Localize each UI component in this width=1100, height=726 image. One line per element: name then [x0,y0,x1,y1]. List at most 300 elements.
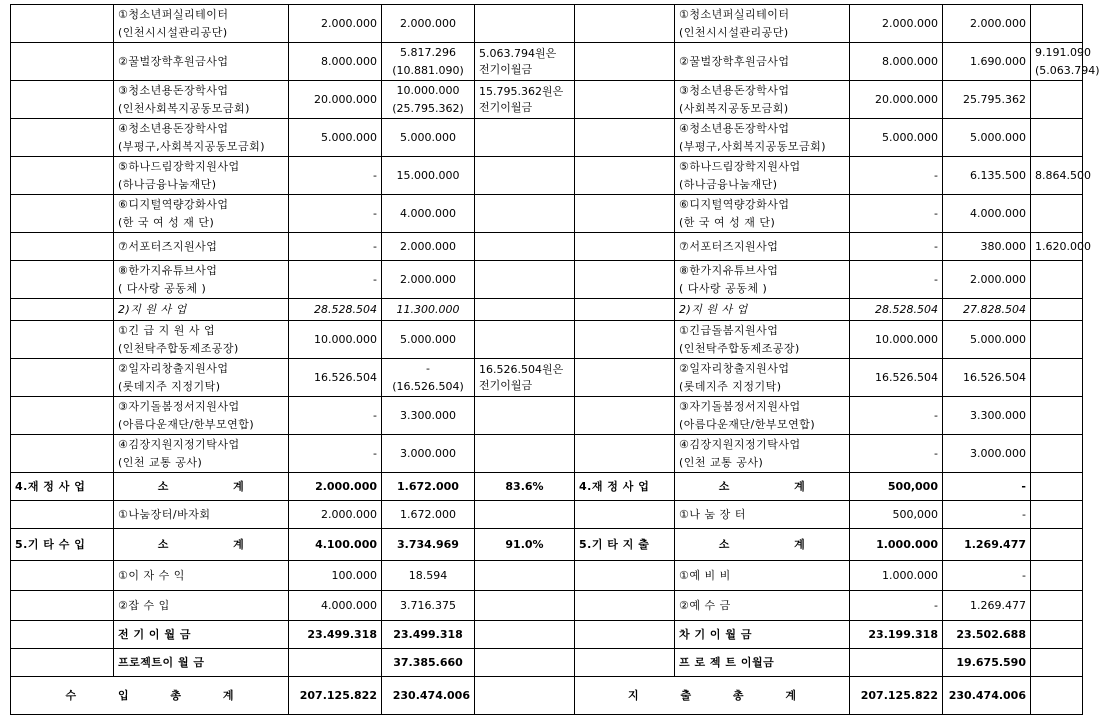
income-item-line: ⑥디지털역량강화사업 [118,197,229,211]
income-item [114,5,289,43]
expense-budget [850,649,943,677]
income-actual-line: 2.000.000 [400,16,456,30]
expense-item-line: (인천 교통 공사) [679,455,764,469]
expense-balance [1031,233,1091,261]
expense-category [575,561,675,591]
expense-item-line: ①나 눔 장 터 [679,507,746,521]
income-actual [382,5,475,43]
expense-budget: 500,000 [850,473,943,501]
income-item-line: (롯데지주 지정기탁) [118,379,221,393]
expense-budget: - [850,591,943,621]
expense-item-line: (사회복지공동모금회) [679,101,789,115]
income-category [11,43,114,81]
table-row [11,649,1083,677]
income-category [11,321,114,359]
income-category: 5.기 타 수 입 [11,529,114,561]
expense-actual: 3.300.000 [943,397,1031,435]
expense-balance [1031,43,1100,81]
expense-category: 5.기 타 지 출 [575,529,675,561]
expense-item-line: 차 기 이 월 금 [679,627,752,641]
expense-item-line: 소 계 [718,537,806,551]
income-actual [382,81,475,119]
income-item-line: 2)지 원 사 업 [118,302,187,316]
expense-actual: 5.000.000 [943,119,1031,157]
expense-budget: 10.000.000 [850,321,943,359]
expense-balance [1031,157,1091,195]
expense-item [675,501,850,529]
income-item-line: 소 계 [157,479,245,493]
table-row [11,119,1083,157]
expense-balance [1031,261,1083,299]
income-item-line: ⑧한가지유튜브사업 [118,263,218,277]
expense-actual: 3.000.000 [943,435,1031,473]
income-actual [382,261,475,299]
income-note [475,435,575,473]
table-row [11,529,1083,561]
income-item [114,261,289,299]
income-budget: 100.000 [289,561,382,591]
expense-actual: 6.135.500 [943,157,1031,195]
income-item [114,397,289,435]
income-actual-line: 37.385.660 [393,655,463,669]
expense-balance [1031,435,1083,473]
expense-total-label: 지 출 총 계 [575,677,850,715]
income-category [11,501,114,529]
income-budget: 2.000.000 [289,501,382,529]
income-item-line: 소 계 [157,537,245,551]
income-budget: 4.100.000 [289,529,382,561]
income-item [114,591,289,621]
income-budget: - [289,397,382,435]
income-category: 4.재 정 사 업 [11,473,114,501]
expense-actual: 25.795.362 [943,81,1031,119]
income-actual-line: 4.000.000 [400,206,456,220]
income-actual [382,157,475,195]
expense-item [675,233,850,261]
income-actual [382,435,475,473]
income-category [11,195,114,233]
income-category [11,157,114,195]
income-item-line: ①긴 급 지 원 사 업 [118,323,216,337]
income-actual-line: 3.000.000 [400,446,456,460]
income-budget: - [289,233,382,261]
expense-item [675,649,850,677]
income-actual-line: 2.000.000 [400,272,456,286]
expense-category [575,233,675,261]
expense-balance [1031,501,1083,529]
income-note-line: 91.0% [505,537,544,551]
expense-item-line: (아름다운재단/한부모연합) [679,417,816,431]
income-note [475,397,575,435]
income-category [11,5,114,43]
income-budget: - [289,195,382,233]
income-actual [382,359,475,397]
expense-balance [1031,321,1083,359]
expense-category [575,397,675,435]
expense-item [675,397,850,435]
expense-budget: 16.526.504 [850,359,943,397]
expense-actual: 27.828.504 [943,299,1031,321]
income-item-line: ④청소년용돈장학사업 [118,121,229,135]
income-note [475,529,575,561]
income-item-line: (아름다운재단/한부모연합) [118,417,255,431]
expense-actual: 19.675.590 [943,649,1031,677]
expense-balance-line: 9.191.090 [1035,45,1091,59]
income-actual: 230.474.006 [382,677,475,715]
income-item-line: ④김장지원지정기탁사업 [118,437,240,451]
income-item [114,119,289,157]
expense-item-line: (인천탁주합동제조공장) [679,341,800,355]
income-actual [382,501,475,529]
income-actual [382,43,475,81]
table-row [11,359,1083,397]
income-item [114,299,289,321]
income-category [11,119,114,157]
income-item-line: 전 기 이 월 금 [118,627,191,641]
income-budget: 4.000.000 [289,591,382,621]
expense-item [675,435,850,473]
income-budget: 23.499.318 [289,621,382,649]
table-row [11,501,1083,529]
expense-item-line: ①청소년퍼실리테이터 [679,7,790,21]
expense-actual: 1.269.477 [943,529,1031,561]
income-category [11,81,114,119]
expense-actual: 230.474.006 [943,677,1031,715]
expense-item-line: ②일자리창출지원사업 [679,361,790,375]
income-budget: 16.526.504 [289,359,382,397]
expense-balance [1031,299,1083,321]
income-category [11,359,114,397]
expense-item-line: 2)지 원 사 업 [679,302,748,316]
income-actual-line: 10.000.000 [396,83,460,97]
expense-item-line: ①긴급돌봄지원사업 [679,323,779,337]
income-item [114,81,289,119]
income-actual [382,321,475,359]
income-budget [289,649,382,677]
income-budget: 207.125.822 [289,677,382,715]
expense-category [575,43,675,81]
expense-actual: 16.526.504 [943,359,1031,397]
income-note [475,621,575,649]
expense-category: 4.재 정 사 업 [575,473,675,501]
expense-item-line: ②예 수 금 [679,598,731,612]
income-actual [382,561,475,591]
expense-balance [1031,591,1083,621]
expense-balance [1031,621,1083,649]
income-note-line: 전기이월금 [479,378,533,392]
expense-item-line: 소 계 [718,479,806,493]
expense-item [675,195,850,233]
expense-balance [1031,473,1083,501]
income-item-line: (인천시시설관리공단) [118,25,228,39]
income-budget: 20.000.000 [289,81,382,119]
income-note-line: 5.063.794원은 [479,46,557,60]
expense-item-line: ⑦서포터즈지원사업 [679,239,779,253]
table-row [11,321,1083,359]
income-note-line: 전기이월금 [479,100,533,114]
expense-item [675,119,850,157]
income-note [475,649,575,677]
expense-item [675,5,850,43]
income-item-line: ①이 자 수 익 [118,568,185,582]
table-row [11,43,1083,81]
income-budget: - [289,435,382,473]
expense-budget: 20.000.000 [850,81,943,119]
expense-category [575,299,675,321]
income-note [475,473,575,501]
income-actual [382,473,475,501]
expense-balance [1031,5,1083,43]
expense-item-line: (부평구,사회복지공동모금회) [679,139,827,153]
income-item-line: (한 국 여 성 재 단) [118,215,215,229]
expense-item [675,359,850,397]
table-row [11,195,1083,233]
income-item-line: (인천 교통 공사) [118,455,203,469]
income-actual-line: 1.672.000 [400,507,456,521]
income-item-line: ⑤하나드림장학지원사업 [118,159,240,173]
expense-category [575,501,675,529]
income-actual [382,397,475,435]
income-note-line: 16.526.504원은 [479,362,564,376]
expense-item [675,81,850,119]
expense-item-line: (한 국 여 성 재 단) [679,215,776,229]
income-item-line: ③청소년용돈장학사업 [118,83,229,97]
income-item [114,649,289,677]
income-actual [382,591,475,621]
expense-item [675,261,850,299]
table-row [11,81,1083,119]
expense-item-line: ( 다사랑 공동체 ) [679,281,768,295]
expense-item [675,299,850,321]
table-row [11,261,1083,299]
income-budget: 5.000.000 [289,119,382,157]
table-row [11,435,1083,473]
expense-category [575,649,675,677]
income-note [475,321,575,359]
expense-item-line: ④김장지원지정기탁사업 [679,437,801,451]
income-budget: 10.000.000 [289,321,382,359]
income-item [114,43,289,81]
expense-budget: - [850,397,943,435]
expense-budget: 207.125.822 [850,677,943,715]
expense-actual: 5.000.000 [943,321,1031,359]
expense-budget: 28.528.504 [850,299,943,321]
income-note [475,195,575,233]
income-actual-line: - [426,361,430,375]
income-item [114,529,289,561]
expense-item [675,591,850,621]
income-item-line: (인천사회복지공동모금회) [118,101,250,115]
expense-category [575,591,675,621]
income-note [475,119,575,157]
expense-actual: - [943,473,1031,501]
income-total-label: 수 입 총 계 [11,677,289,715]
expense-balance [1031,561,1083,591]
expense-balance [1031,359,1083,397]
expense-balance [1031,677,1083,715]
income-category [11,649,114,677]
income-item [114,321,289,359]
expense-balance [1031,119,1083,157]
income-note [475,501,575,529]
table-row [11,561,1083,591]
expense-balance [1031,195,1083,233]
income-note [475,157,575,195]
expense-budget: 8.000.000 [850,43,943,81]
income-category [11,261,114,299]
expense-category [575,321,675,359]
table-row [11,5,1083,43]
income-actual-line: (16.526.504) [392,379,464,393]
expense-budget: 23.199.318 [850,621,943,649]
income-item [114,359,289,397]
expense-item [675,529,850,561]
expense-actual: - [943,561,1031,591]
income-category [11,233,114,261]
income-note [475,359,575,397]
expense-actual: 4.000.000 [943,195,1031,233]
income-item [114,473,289,501]
income-category [11,435,114,473]
income-item [114,435,289,473]
expense-category [575,195,675,233]
income-item-line: ( 다사랑 공동체 ) [118,281,207,295]
income-actual-line: 15.000.000 [396,168,460,182]
expense-item [675,43,850,81]
income-category [11,591,114,621]
income-item [114,233,289,261]
expense-balance [1031,529,1083,561]
expense-budget: 1.000.000 [850,561,943,591]
income-item-line: ①청소년퍼실리테이터 [118,7,229,21]
income-note [475,299,575,321]
expense-budget: 2.000.000 [850,5,943,43]
expense-item-line: (인천시시설관리공단) [679,25,789,39]
expense-budget: - [850,435,943,473]
income-actual-line: (10.881.090) [392,63,464,77]
expense-balance-line: 1.620.000 [1035,239,1091,253]
income-actual-line: 18.594 [408,568,448,582]
income-note [475,43,575,81]
expense-item [675,321,850,359]
income-actual-line: 3.716.375 [400,598,456,612]
expense-category [575,261,675,299]
expense-category [575,81,675,119]
income-budget: 28.528.504 [289,299,382,321]
income-actual [382,621,475,649]
income-budget: 2.000.000 [289,5,382,43]
income-actual-line: (25.795.362) [392,101,464,115]
expense-item [675,621,850,649]
expense-category [575,5,675,43]
table-row [11,591,1083,621]
income-actual [382,299,475,321]
income-actual-line: 23.499.318 [393,627,463,641]
income-category [11,299,114,321]
income-note [475,81,575,119]
income-item [114,621,289,649]
budget-table [10,4,1100,715]
expense-actual: 1.269.477 [943,591,1031,621]
expense-item-line: ⑥디지털역량강화사업 [679,197,790,211]
table-row [11,677,1083,715]
expense-category [575,157,675,195]
expense-item-line: ③자기돌봄정서지원사업 [679,399,801,413]
income-item-line: ③자기돌봄정서지원사업 [118,399,240,413]
expense-item-line: ①예 비 비 [679,568,731,582]
income-actual [382,529,475,561]
expense-actual: 1.690.000 [943,43,1031,81]
income-item-line: ①나눔장터/바자회 [118,507,211,521]
expense-actual: 2.000.000 [943,5,1031,43]
income-budget: 2.000.000 [289,473,382,501]
expense-balance-line: 8.864.500 [1035,168,1091,182]
expense-item [675,157,850,195]
income-note [475,591,575,621]
expense-budget: - [850,157,943,195]
expense-budget: 1.000.000 [850,529,943,561]
income-item [114,157,289,195]
income-category [11,561,114,591]
income-item [114,195,289,233]
expense-item-line: 프 로 젝 트 이월금 [679,655,775,669]
expense-item-line: ③청소년용돈장학사업 [679,83,790,97]
expense-item-line: (하나금융나눔재단) [679,177,778,191]
expense-category [575,359,675,397]
expense-budget: 500,000 [850,501,943,529]
expense-item-line: ②꿀벌장학후원금사업 [679,54,790,68]
expense-balance [1031,397,1083,435]
expense-actual: - [943,501,1031,529]
expense-item-line: ⑤하나드림장학지원사업 [679,159,801,173]
income-item-line: ⑦서포터즈지원사업 [118,239,218,253]
income-note [475,5,575,43]
income-actual-line: 2.000.000 [400,239,456,253]
expense-actual: 23.502.688 [943,621,1031,649]
income-actual [382,195,475,233]
expense-balance [1031,81,1083,119]
table-row [11,157,1083,195]
income-item-line: (인천탁주합동제조공장) [118,341,239,355]
income-actual-line: 5.000.000 [400,130,456,144]
income-actual-line: 3.300.000 [400,408,456,422]
expense-category [575,119,675,157]
expense-item-line: ④청소년용돈장학사업 [679,121,790,135]
income-item-line: ②잡 수 입 [118,598,170,612]
expense-budget: - [850,195,943,233]
table-row [11,621,1083,649]
income-budget: 8.000.000 [289,43,382,81]
income-note-line: 전기이월금 [479,62,533,76]
income-actual-line: 5.817.296 [400,45,456,59]
income-category [11,621,114,649]
table-row [11,473,1083,501]
income-note-line: 83.6% [505,479,544,493]
table-row [11,397,1083,435]
income-item [114,561,289,591]
income-actual-line: 11.300.000 [396,302,460,316]
income-budget: - [289,261,382,299]
income-note-line: 15.795.362원은 [479,84,564,98]
expense-item-line: ⑧한가지유튜브사업 [679,263,779,277]
income-note [475,233,575,261]
expense-balance [1031,649,1083,677]
income-actual-line: 1.672.000 [397,479,459,493]
expense-category [575,621,675,649]
table-row [11,299,1083,321]
income-item-line: ②일자리창출지원사업 [118,361,229,375]
income-category [11,397,114,435]
